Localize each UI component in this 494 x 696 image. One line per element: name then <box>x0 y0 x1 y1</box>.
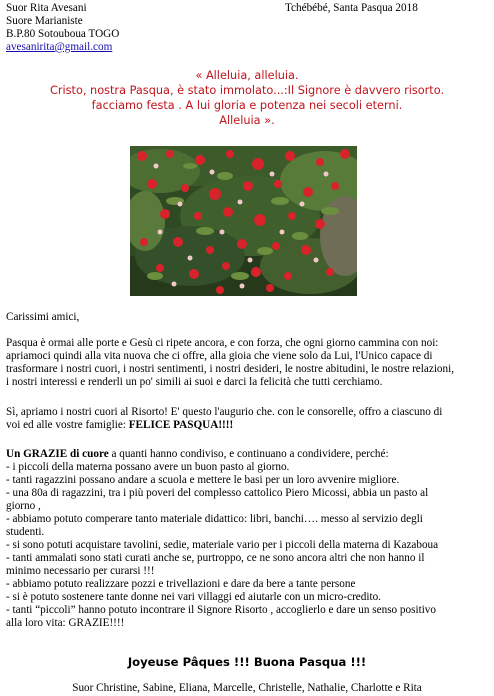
list-item: studenti. <box>6 526 45 538</box>
thanks-intro-rest: a quanti hanno condiviso, e continuano a condividere, perché: <box>108 448 389 460</box>
paragraph-line: Pasqua è ormai alle porte e Gesù ci ripete ancora, e con forza, che ogni giorno cammina con noi: <box>6 337 439 349</box>
list-item: - una 80a di ragazzini, tra i più poveri del complesso cattolico Piero Micossi, abbia un pasto al <box>6 487 429 499</box>
list-item: - tanti ragazzini possano andare a scuola e mettere le basi per un loro avvenire migliore. <box>6 474 400 486</box>
quote-line: facciamo festa . A lui gloria e potenza nei secoli eterni. <box>91 99 403 112</box>
paragraph-line: apriamoci quindi alla vita nuova che ci offre, alla gioia che viene solo da Lui, l'Unico capace di <box>6 350 433 362</box>
list-item: - abbiamo potuto comperare tanto materiale didattico: libri, banchi…. messo al servizio degli <box>6 513 423 525</box>
sender-congregation: Suore Marianiste <box>6 15 83 27</box>
quote-line: Alleluia ». <box>219 114 275 127</box>
sender-address: B.P.80 Sotouboua TOGO <box>6 28 120 40</box>
paragraph-easter-message <box>6 337 490 389</box>
quote-line: Cristo, nostra Pasqua, è stato immolato...:Il Signore è davvero risorto. <box>49 84 445 97</box>
list-item: - i piccoli della materna possano avere un buon pasto al giorno. <box>6 461 290 473</box>
list-item: - si sono potuti acquistare tavolini, sedie, materiale vario per i piccoli della materna di Kazaboua <box>6 539 439 551</box>
easter-quote <box>6 68 488 128</box>
paragraph-thanks <box>6 448 490 630</box>
greeting: Carissimi amici, <box>6 311 80 323</box>
thanks-intro <box>6 448 490 461</box>
list-item: minimo necessario per curarsi !!! <box>6 565 155 577</box>
wishes-prefix: voi ed alle vostre famiglie: <box>6 419 129 431</box>
list-item: - tanti “piccoli” hanno potuto incontrare il Signore Risorto , accoglierlo e dare un senso positivo <box>6 604 436 616</box>
paragraph-line: trasformare i nostri cuori, i nostri sentimenti, i nostri desideri, le nostre abitudini, le nostre relazioni, <box>6 363 455 375</box>
paragraph-line <box>6 419 490 432</box>
wishes-highlight: FELICE PASQUA!!!! <box>128 419 234 431</box>
sender-email-link[interactable]: avesanirita@gmail.com <box>6 41 113 53</box>
thanks-intro-bold: Un GRAZIE di cuore <box>6 448 109 460</box>
list-item: giorno , <box>6 500 41 512</box>
paragraph-line: Sì, apriamo i nostri cuori al Risorto! E' questo l'augurio che. con le consorelle, offro a ciascuno di <box>6 406 443 418</box>
place-date: Tchébébé, Santa Pasqua 2018 <box>285 2 418 14</box>
list-item: alla loro vita: GRAZIE!!!! <box>6 617 125 629</box>
closing-wish: Joyeuse Pâques !!! Buona Pasqua !!! <box>127 655 367 669</box>
list-item: - abbiamo potuto realizzare pozzi e trivellazioni e dare da bere a tante persone <box>6 578 356 590</box>
list-item: - tanti ammalati sono stati curati anche se, purtroppo, ce ne sono ancora altri che non hanno il <box>6 552 425 564</box>
signature: Suor Christine, Sabine, Eliana, Marcelle, Christelle, Nathalie, Charlotte e Rita <box>72 682 422 694</box>
paragraph-wishes <box>6 406 490 432</box>
paragraph-line: i nostri interessi e renderli un po' simili ai suoi e darci la felicità che tutti cerchiamo. <box>6 376 383 388</box>
sender-name: Suor Rita Avesani <box>6 2 87 14</box>
quote-line: « Alleluia, alleluia. <box>195 69 299 82</box>
list-item: - si è potuto sostenere tante donne nei vari villaggi ed aiutarle con un micro-credito. <box>6 591 381 603</box>
flowering-shrub-photo <box>130 146 357 296</box>
sender-block <box>6 2 119 54</box>
